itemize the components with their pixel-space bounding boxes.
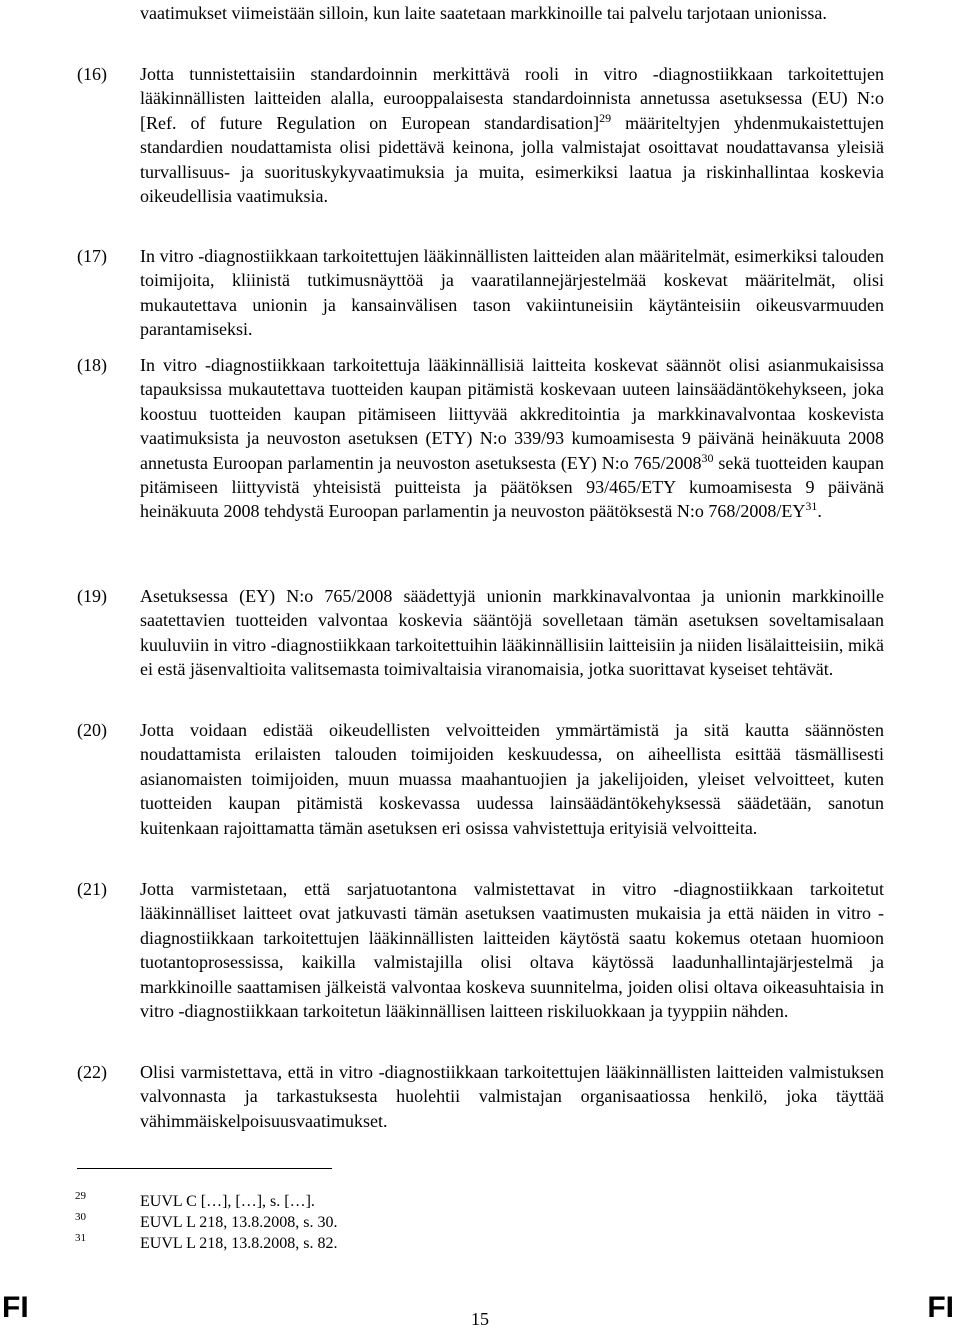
footnote-31	[0, 1232, 960, 1254]
footnote-text: EUVL C […], […], s. […].	[140, 1193, 315, 1210]
language-code-left: FI	[2, 1291, 29, 1324]
paragraph-text: Jotta voidaan edistää oikeudellisten velvoitteiden ymmärtämistä ja sitä kautta säännösten noudattamista erilaisten talouden toimijoiden keskuudessa, on aiheellista esittää täsmällisesti asianomaisten toimijoiden, muun muassa maahantuojien ja jakelijoiden, yleiset velvoitteet, kuten tuotteiden kaupan pitämistä koskevassa uudessa lainsäädäntökehyksessä säädetään, sanotun kuitenkaan rajoittamatta tämän asetuksen eri osissa vahvistettuja erityisiä velvoitteita.	[140, 720, 884, 838]
footnote-number: 30	[75, 1211, 86, 1223]
intro-text: vaatimukset viimeistään silloin, kun laite saatetaan markkinoille tai palvelu tarjotaan unionissa.	[140, 3, 827, 23]
paragraph-text	[140, 353, 884, 524]
paragraph-text: Olisi varmistettava, että in vitro -diagnostiikkaan tarkoitettujen lääkinnällisten laitteiden valmistuksen valvonnasta ja tarkastuksesta huolehtii valmistajan organisaatiossa henkilö, joka täyttää vähimmäiskelpoisuusvaatimukset.	[140, 1062, 884, 1131]
footnote-29	[0, 1190, 960, 1212]
footnote-divider	[77, 1168, 332, 1169]
paragraph-number: (19)	[77, 586, 107, 606]
paragraph-text: Jotta varmistetaan, että sarjatuotantona valmistettavat in vitro -diagnostiikkaan tarkoitetut lääkinnälliset laitteet ovat jatkuvasti tämän asetuksen vaatimusten mukaisia ja että näiden in vitro -diagnostiikkaan tarkoitettujen lääkinnällisten laitteiden käytöstä saatu kokemus otetaan huomioon tuotantoprosessissa, kaikilla valmistajilla olisi oltava käytössä laadunhallintajärjestelmä ja markkinoille saattamisen jälkeistä valvontaa koskeva suunnitelma, joiden olisi oltava oikeasuhtaisia in vitro -diagnostiikkaan tarkoitetun lääkinnällisen laitteen riskiluokkaan ja tyyppiin nähden.	[140, 879, 884, 1022]
footnote-30	[0, 1211, 960, 1233]
paragraph-number: (17)	[77, 246, 107, 266]
paragraph-number: (16)	[77, 64, 107, 84]
paragraph-number: (18)	[77, 355, 107, 375]
paragraph-number: (20)	[77, 720, 107, 740]
page-number: 15	[471, 1309, 489, 1329]
paragraph-text: In vitro -diagnostiikkaan tarkoitettujen lääkinnällisten laitteiden alan määritelmät, esimerkiksi talouden toimijoita, kliinistä tutkimusnäyttöä ja vaaratilannejärjestelmää koskevat määritelmät, olisi mukautettava unionin ja kansainvälisen tason vakiintuneisiin käytänteisiin oikeusvarmuuden parantamiseksi.	[140, 246, 884, 340]
paragraph-text-part: .	[817, 501, 822, 522]
paragraph-text-part: sekä tuotteiden kaupan pitämiseen liittyvistä yhteisistä puitteista ja päätöksen 93/465/ETY kumoamisesta 9 päivänä heinäkuuta 2008 tehdystä Euroopan parlamentin ja neuvoston päätöksestä N:o 768/2008/EY	[140, 452, 884, 522]
footnote-text: EUVL L 218, 13.8.2008, s. 30.	[140, 1214, 338, 1231]
paragraph-text	[140, 62, 884, 208]
paragraph-text-part: In vitro -diagnostiikkaan tarkoitettuja lääkinnällisiä laitteita koskevat säännöt olisi asianmukaisissa tapauksissa mukautettava tuotteiden kaupan pitämistä koskevaan uuteen lainsäädäntökehykseen, joka koostuu tuotteiden kaupan pitämiseen liittyvää akkreditointia ja markkinavalvontaa koskevista vaatimuksista ja neuvoston asetuksen (ETY) N:o 339/93 kumoamisesta 9 päivänä heinäkuuta 2008 annetusta Euroopan parlamentin ja neuvoston asetuksesta (EY) N:o 765/2008	[140, 355, 884, 473]
footnote-ref-29: 29	[599, 110, 612, 125]
paragraph-text-part: määriteltyjen yhdenmukaistettujen standardien noudattamista olisi pidettävä keinona, jolla valmistajat osoittavat noudattavansa yleisiä turvallisuus- ja suorituskykyvaatimuksia ja muita, esimerkiksi laatua ja riskinhallintaa koskevia oikeudellisia vaatimuksia.	[140, 112, 884, 207]
language-code-right: FI	[927, 1291, 954, 1324]
paragraph-number: (22)	[77, 1062, 107, 1082]
footnote-ref-30: 30	[701, 450, 714, 465]
footnote-number: 31	[75, 1232, 86, 1244]
footnote-ref-31: 31	[805, 499, 818, 514]
footnote-number: 29	[75, 1190, 86, 1202]
paragraph-number: (21)	[77, 879, 107, 899]
paragraph-text-part: Jotta tunnistettaisiin standardoinnin merkittävä rooli in vitro -diagnostiikkaan tarkoitettujen lääkinnällisten laitteiden alalla, eurooppalaisesta standardoinnista annetussa asetuksessa (EU) N:o [Ref. of future Regulation on European standardisation]	[140, 64, 884, 133]
paragraph-text: Asetuksessa (EY) N:o 765/2008 säädettyjä unionin markkinavalvontaa ja unionin markkinoille saatettavien tuotteiden valvontaa koskevia sääntöjä sovelletaan tämän asetuksen soveltamisalaan kuuluviin in vitro -diagnostiikkaan tarkoitettuihin lääkinnällisiin laitteisiin ja niiden lisälaitteisiin, mikä ei estä jäsenvaltioita valitsemasta toimivaltaisia viranomaisia, jotka suorittavat kyseiset tehtävät.	[140, 586, 884, 680]
footnote-text: EUVL L 218, 13.8.2008, s. 82.	[140, 1235, 338, 1252]
